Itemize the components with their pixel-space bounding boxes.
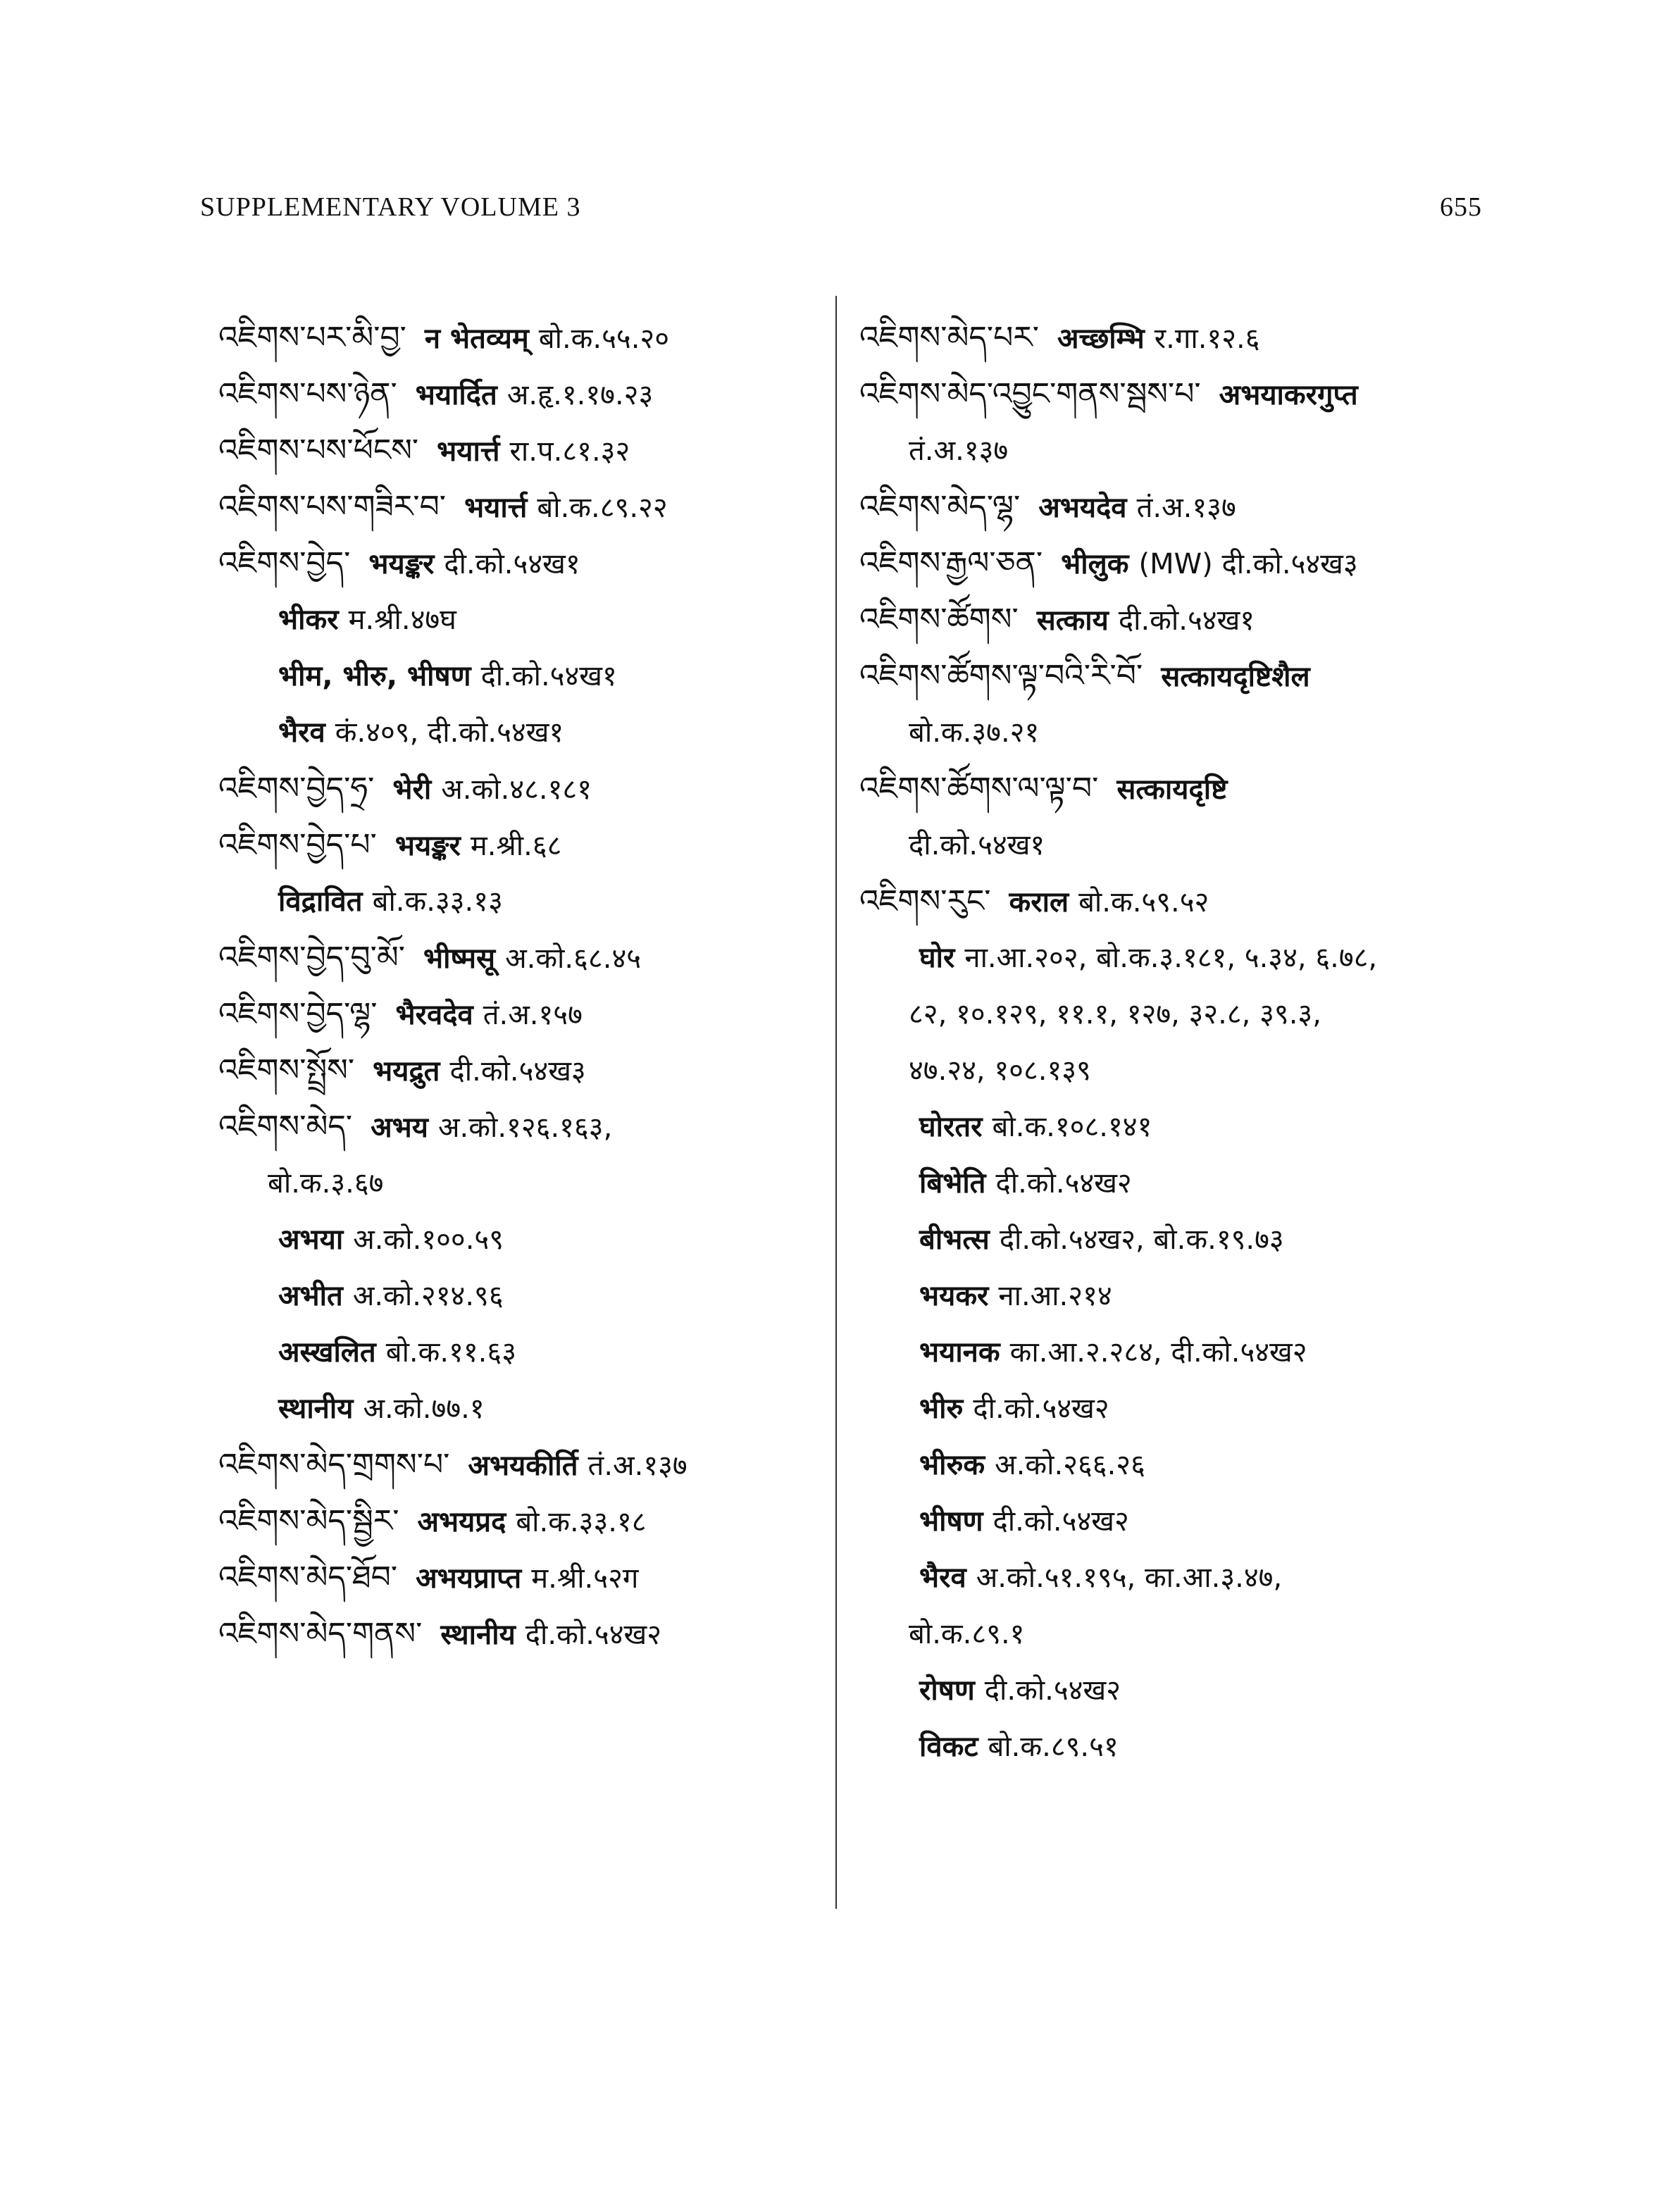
dictionary-entry [218,648,831,704]
sanskrit-equivalent: भयार्त्त [437,435,500,468]
dictionary-entry [859,1437,1493,1493]
source-reference: तं.अ.१३७ [909,435,1009,467]
source-reference: दी.को.५४ख२ [995,1167,1132,1200]
tibetan-headword: འཇིགས་མེད་ལྷ་ [859,489,1021,525]
dictionary-entry [218,1042,831,1099]
dictionary-entry [859,366,1493,423]
source-reference: अ.को.२१४.९६ [352,1280,504,1312]
sanskrit-equivalent: सत्कायदृष्टि [1116,773,1228,806]
source-reference: ८२, १०.१२९, ११.१, १२७, ३२.८, ३९.३, [909,998,1321,1031]
dictionary-entry [859,986,1493,1042]
dictionary-entry [218,1099,831,1155]
sanskrit-equivalent: स्थानीय [278,1393,354,1425]
sanskrit-equivalent: अभयदेव [1038,492,1127,524]
dictionary-entry [859,873,1493,930]
left-column [218,310,831,1662]
dictionary-entry [859,535,1493,592]
dictionary-entry [859,1268,1493,1324]
dictionary-entry [218,761,831,817]
page-number: 655 [1440,192,1482,222]
source-reference: बो.क.१०८.१४१ [992,1111,1152,1143]
tibetan-headword: འཇིགས་བྱེད་པ་ [218,827,377,863]
tibetan-headword: འཇིགས་མེད་སྦྱིར་ [218,1503,399,1539]
source-reference: ना.आ.२०२, बो.क.३.१८१, ५.३४, ६.७८, [964,942,1378,974]
dictionary-entry [859,817,1493,873]
tibetan-headword: འཇིགས་པས་ཉེན་ [218,376,397,412]
tibetan-headword: འཇིགས་པར་མི་བྱ་ [218,320,406,356]
tibetan-headword: འཇིགས་བྱེད་ [218,545,351,581]
sanskrit-equivalent: भयानक [919,1336,1000,1369]
source-reference: र.गा.१२.६ [1154,323,1260,355]
source-reference: बो.क.५९.५२ [1078,886,1209,919]
dictionary-entry [218,1437,831,1493]
sanskrit-equivalent: रोषण [919,1674,975,1707]
tibetan-headword: འཇིགས་མེད་པར་ [859,320,1039,356]
sanskrit-equivalent: भीरुक [919,1449,985,1481]
source-reference: तं.अ.१५७ [483,999,583,1031]
source-reference: अ.को.७७.१ [363,1393,485,1425]
sanskrit-equivalent: स्थानीय [440,1619,516,1651]
source-reference: अ.को.५१.१९५, का.आ.३.४७, [976,1562,1283,1594]
source-reference: दी.को.५४ख२ [993,1505,1129,1538]
sanskrit-equivalent: बिभेति [919,1167,986,1200]
sanskrit-equivalent: अस्खलित [278,1336,376,1369]
sanskrit-equivalent: भयकर [919,1280,989,1312]
dictionary-entry [218,1606,831,1662]
dictionary-entry [218,592,831,648]
dictionary-entry [859,1099,1493,1155]
dictionary-entry [859,704,1493,761]
sanskrit-equivalent: भीलुक [1061,548,1129,580]
source-reference: तं.अ.१३७ [587,1450,687,1482]
dictionary-entry [218,535,831,592]
sanskrit-equivalent: कराल [1009,886,1069,919]
tibetan-headword: འཇིགས་རྒྱལ་ཅན་ [859,545,1043,581]
tibetan-headword: འཇིགས་ཚོགས་ལྟ་བའི་རི་བོ་ [859,658,1143,694]
tibetan-headword: འཇིགས་མེད་གནས་ [218,1616,423,1652]
dictionary-entry [859,930,1493,986]
sanskrit-equivalent: अभयप्रद [417,1506,506,1538]
dictionary-entry [859,1042,1493,1099]
dictionary-entry [859,592,1493,648]
source-reference: दी.को.५४ख१ [480,660,617,692]
tibetan-headword: འཇིགས་མེད་ [218,1109,353,1145]
sanskrit-equivalent: भैरव [919,1562,966,1594]
source-reference: अ.को.१२६.१६३, [437,1112,613,1144]
sanskrit-equivalent: भेरी [392,773,432,806]
right-column [859,310,1493,1775]
dictionary-entry [859,1324,1493,1381]
dictionary-entry [859,1212,1493,1268]
dictionary-entry [218,1550,831,1606]
sanskrit-equivalent: विद्रावित [278,885,363,918]
source-reference: ४७.२४, १०८.१३९ [909,1054,1091,1087]
tibetan-headword: འཇིགས་ཚོགས་ [859,602,1019,637]
tibetan-headword: འཇིགས་མེད་ཐོབ་ [218,1559,398,1595]
sanskrit-equivalent: अभया [278,1224,344,1256]
tibetan-headword: འཇིགས་ཚོགས་ལ་ལྟ་བ་ [859,771,1099,807]
dictionary-entry [218,479,831,535]
dictionary-entry [859,1493,1493,1550]
source-reference: बो.क.११.६३ [385,1336,516,1369]
sanskrit-equivalent: अच्छम्भि [1057,323,1145,355]
source-reference: दी.को.५४ख१ [1118,604,1255,637]
source-reference: दी.को.५४ख२ [984,1674,1121,1707]
dictionary-entry [859,479,1493,535]
source-reference: अ.को.१००.५९ [353,1224,504,1256]
dictionary-entry [218,366,831,423]
running-title: SUPPLEMENTARY VOLUME 3 [200,192,581,222]
sanskrit-equivalent: अभीत [278,1280,343,1312]
sanskrit-equivalent: भीषण [919,1505,983,1538]
source-reference: म.श्री.५२ग [531,1562,639,1595]
source-reference: बो.क.३७.२१ [909,716,1040,749]
dictionary-entry [859,1155,1493,1212]
sanskrit-equivalent: न भेतव्यम् [424,323,529,355]
source-reference: अ.को.४८.१८१ [441,773,592,806]
source-reference: अ.हृ.१.१७.२३ [506,379,654,411]
sanskrit-equivalent: बीभत्स [919,1224,990,1256]
sanskrit-equivalent: भयार्दित [415,379,497,411]
source-reference: अ.को.२६६.२६ [995,1449,1145,1481]
dictionary-entry [859,648,1493,704]
tibetan-headword: འཇིགས་བྱེད་ལྷ་ [218,996,378,1032]
sanskrit-equivalent: भीरु [919,1393,964,1425]
source-reference: म.श्री.६८ [470,830,562,862]
sanskrit-equivalent: अभयप्राप्त [416,1562,522,1595]
source-reference: रा.प.८१.३२ [509,435,630,468]
dictionary-entry [218,1381,831,1437]
source-reference: अ.को.६८.४५ [505,942,642,975]
sanskrit-equivalent: विकट [919,1731,978,1763]
dictionary-entry [218,704,831,761]
sanskrit-equivalent: भैरवदेव [395,999,473,1031]
dictionary-entry [218,1155,831,1212]
sanskrit-equivalent: भीकर [278,604,339,636]
dictionary-entry [859,761,1493,817]
dictionary-entry [218,1493,831,1550]
sanskrit-equivalent: भयङ्कर [368,548,435,580]
tibetan-headword: འཇིགས་པས་གཟིར་བ་ [218,489,447,525]
dictionary-entry [859,1606,1493,1662]
source-reference: दी.को.५४ख१ [909,829,1045,861]
dictionary-entry [218,423,831,479]
source-reference: ना.आ.२१४ [998,1280,1112,1312]
source-reference: (MW) दी.को.५४ख३ [1138,548,1358,580]
source-reference: बो.क.८९.५१ [988,1731,1119,1763]
sanskrit-equivalent: घोरतर [919,1111,983,1143]
sanskrit-equivalent: भयङ्कर [394,830,461,862]
page-header [200,192,1482,234]
source-reference: दी.को.५४ख२ [525,1619,662,1651]
dictionary-entry [859,1719,1493,1775]
dictionary-entry [218,310,831,366]
tibetan-headword: འཇིགས་སྤྲོས་ [218,1052,355,1088]
dictionary-entry [859,1381,1493,1437]
dictionary-entry [218,873,831,930]
source-reference: तं.अ.१३७ [1136,492,1236,524]
source-reference: दी.को.५४ख२ [973,1393,1109,1425]
source-reference: का.आ.२.२८४, दी.को.५४ख२ [1009,1336,1307,1369]
sanskrit-equivalent: अभयाकरगुप्त [1219,379,1358,411]
source-reference: दी.को.५४ख३ [449,1055,586,1088]
tibetan-headword: འཇིགས་མེད་གྲགས་པ་ [218,1447,450,1483]
tibetan-headword: འཇིགས་པས་ཕོངས་ [218,432,419,468]
source-reference: बो.क.५५.२० [538,323,670,355]
source-reference: म.श्री.४७घ [348,604,456,636]
source-reference: बो.क.३.६७ [268,1167,384,1200]
source-reference: बो.क.८९.२२ [537,492,668,524]
dictionary-entry [859,310,1493,366]
source-reference: बो.क.३३.१३ [372,885,503,918]
source-reference: बो.क.३३.१८ [516,1506,647,1538]
source-reference: दी.को.५४ख१ [444,548,580,580]
source-reference: दी.को.५४ख२, बो.क.१९.७३ [999,1224,1284,1256]
dictionary-entry [218,817,831,873]
sanskrit-equivalent: घोर [919,942,955,974]
sanskrit-equivalent: अभय [371,1112,428,1144]
dictionary-entry [859,1550,1493,1606]
tibetan-headword: འཇིགས་བྱེད་བུ་མོ་ [218,940,405,976]
tibetan-headword: འཇིགས་མེད་འབྱུང་གནས་སྦས་པ་ [859,376,1201,412]
sanskrit-equivalent: भैरव [278,716,325,749]
sanskrit-equivalent: अभयकीर्ति [468,1450,578,1482]
sanskrit-equivalent: भीम, भीरु, भीषण [278,660,471,692]
tibetan-headword: འཇིགས་བྱེད་ཧྲ་ [218,771,375,807]
dictionary-entry [859,1662,1493,1719]
dictionary-entry [859,423,1493,479]
sanskrit-equivalent: सत्काय [1036,604,1109,637]
dictionary-entry [218,930,831,986]
source-reference: बो.क.८९.१ [909,1618,1025,1650]
sanskrit-equivalent: भीष्मसू [423,942,496,975]
dictionary-entry [218,1212,831,1268]
sanskrit-equivalent: भयार्त्त [464,492,528,524]
dictionary-entry [218,986,831,1042]
tibetan-headword: འཇིགས་རུང་ [859,883,991,919]
sanskrit-equivalent: भयद्रुत [373,1055,440,1088]
source-reference: कं.४०९, दी.को.५४ख१ [335,716,564,749]
sanskrit-equivalent: सत्कायदृष्टिशैल [1161,661,1310,693]
column-divider [835,296,837,1909]
dictionary-entry [218,1268,831,1324]
dictionary-entry [218,1324,831,1381]
